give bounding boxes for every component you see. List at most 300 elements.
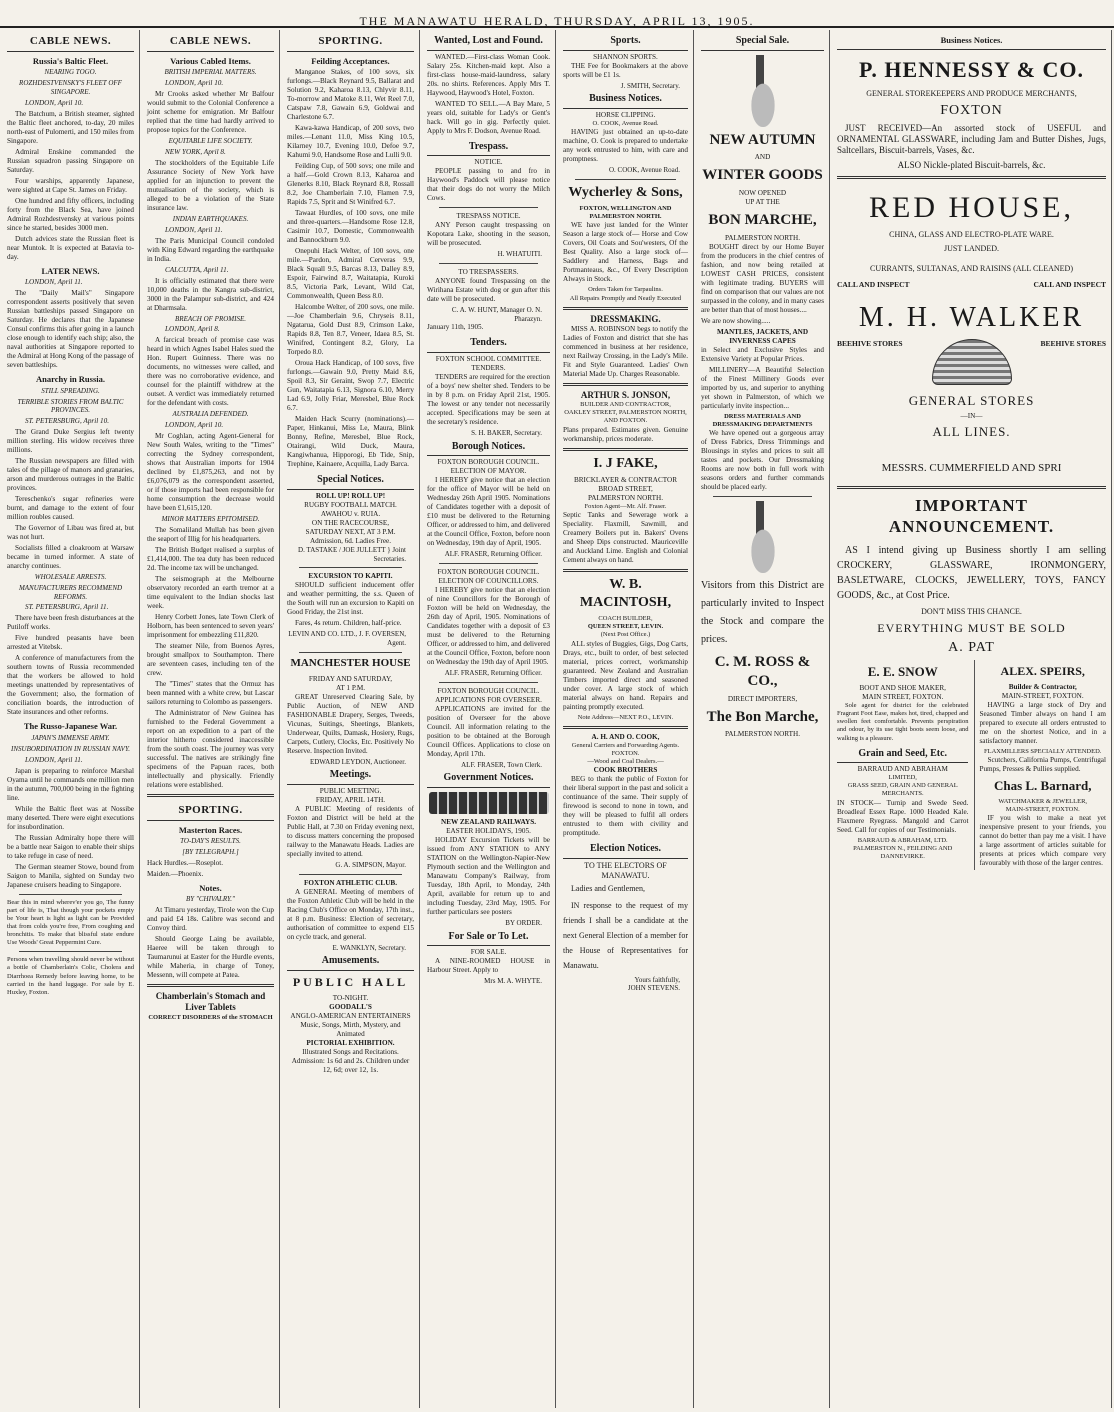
paragraph: HAVING just obtained an up-to-date machine, O. Cook is prepared to undertake any work entrusted to him, with care and promptness. [563, 127, 688, 163]
ad-line: All Repairs Promptly and Neatly Executed [569, 294, 682, 302]
ad-line: ELECTION OF COUNCILLORS. [438, 576, 539, 585]
article-caption: TERRIBLE STORIES FROM BALTIC PROVINCES. [17, 397, 124, 415]
ad-headline: WINTER GOODS [702, 167, 823, 184]
ad-line: FOXTON BOROUGH COUNCIL. [437, 458, 540, 466]
paragraph: HOLIDAY Excursion Tickets will be issued from ANY STATION to ANY STATION on the Wellington-Napier-New Plymouth section and the Wellington and Manawatu Company's Railway, from Tuesday, 18th April, to Monday, 24th April, available for return up to and including Tuesday, 23rd May, 1905. For further particulars see posters [427, 835, 550, 916]
article-subtitle: TO-DAY'S RESULTS. [180, 837, 241, 846]
ad-line: CALL AND INSPECT [1033, 280, 1106, 290]
section-heading: Wanted, Lost and Found. [427, 32, 550, 51]
paragraph: A NINE-ROOMED HOUSE in Harbour Street. Apply to [427, 957, 550, 974]
ad-headline: MANCHESTER HOUSE [290, 656, 411, 669]
ad-line: FOXTON. [611, 749, 640, 757]
signature: ALF. FRASER, Town Clerk. [461, 760, 542, 769]
paragraph: The Administrator of New Guinea has furnished to the Federal Government a report on an expedition to a part of the interior hitherto considered inaccessible from the south coast. The journey was very successful. The natives are strikingly fine specimens of the Papuan races, both intellectually and physically. Friendly relations were established. [147, 708, 274, 789]
ad-line: DRESS MATERIALS AND DRESSMAKING DEPARTMENTS [712, 412, 813, 428]
paragraph: It is officially estimated that there were 10,000 deaths in the Kangra sub-district, 3000 in the Palampur sub-district, and 424 at Dharmsala. [147, 276, 274, 312]
paragraph: The British Budget realised a surplus of £1,414,000. The tea duty has been reduced 2d. The income tax will be unchanged. [147, 545, 274, 572]
article-title: Anarchy in Russia. [35, 374, 106, 385]
section-heading: CABLE NEWS. [7, 32, 134, 52]
divider [147, 794, 274, 797]
ad-headline: M. H. WALKER [858, 301, 1085, 333]
divider [19, 894, 122, 895]
ad-line: (Next Post Office.) [600, 631, 651, 639]
ad-line: MAIN-STREET, FOXTON. [1005, 806, 1080, 814]
ad-line: BROAD STREET, [598, 485, 653, 493]
section-heading: SPORTING. [287, 32, 414, 52]
ad-line: TENDERS. [471, 363, 506, 372]
ad-line: APPLICATIONS FOR OVERSEER. [435, 695, 542, 704]
article-caption: INSUBORDINATION IN RUSSIAN NAVY. [11, 744, 130, 753]
paragraph: GREAT Unreserved Clearing Sale, by Public Auction, of NEW AND FASHIONABLE Drapery, Serges, Tweeds, Vicunas, Suitings, Sheetings, Blankets, Underwear, Quilts, Damask, Hosiery, Rugs, Carpets, Cutlery, Clocks, Etc. Positively No Reserve. Inspection Invited. [287, 692, 414, 755]
paragraph: Visitors from this District are particularly invited to Inspect the Stock and compare the prices. [701, 580, 824, 645]
divider [299, 874, 402, 875]
ad-line: AT 1 P.M. [335, 683, 366, 692]
ad-line: Illustrated Songs and Recitations. [302, 1047, 399, 1056]
paragraph: Halcombe Welter, of 200 sovs, one mile.—Joe Chamberlain 9.6, Chryseis 8.11, Ngatarua, Gold Dust 8.9, Crimson Lake, Rapids 8.8, Ten 8.7, Veneer, Idaea 8.5, St. Winifred, Contingent 8.2, Glory, La Torpedo 8.0. [287, 303, 414, 357]
paragraph: JUST RECEIVED—An assorted stock of USEFUL and ORNAMENTAL GLASSWARE, including Jam and Butter Dishes, Jugs, Saltcellars, Biscuit-barrels, Vases, &c. [837, 122, 1106, 156]
paragraph: WE have just landed for the Winter Season a large stock of— Horse and Cow Covers, Oil Coats and Sou'westers, Of the Best Quality. Also a large stock of— Saddlery and Harness, Bags and Portmanteaus, &c., Of Every Description Always in Stock. [563, 221, 688, 284]
ad-line: SHANNON SPORTS. [593, 52, 658, 61]
paragraph: Dutch advices state the Russian fleet is near Muntok. It is expected at Batavia to-day. [7, 234, 134, 261]
ad-line: TRESPASS NOTICE. [456, 212, 521, 220]
divider [439, 682, 538, 683]
ad-headline: Wycherley & Sons, [568, 184, 683, 200]
paragraph: A farcical breach of promise case was heard in which Agnes Isabel Hales sued the Hon. Rupert Guinness. There was no documents, no witnesses were called, and there was no corroborative evidence, and counsel for the plaintiff withdrew at the outset. A verdict was immediately returned for the defendant with costs. [147, 336, 274, 408]
ad-line: FOXTON, WELLINGTON AND PALMERSTON NORTH. [579, 205, 672, 221]
ad-line: CALL AND INSPECT [837, 280, 910, 290]
signature: EDWARD LEYDON, Auctioneer. [309, 757, 406, 766]
byline: BY "CHIVALRY." [186, 895, 235, 904]
ad-line: FRIDAY, APRIL 14TH. [315, 795, 386, 804]
ad-line: Note Address—NEXT P.O., LEVIN. [577, 713, 674, 721]
paragraph: Scutchers, California Pumps, Centrifugal Pumps, Presses & Pullies supplied. [979, 755, 1106, 773]
divider [299, 567, 402, 568]
ad-block [974, 660, 1106, 871]
dateline: LONDON, April 10. [25, 98, 84, 107]
ad-line: PUBLIC MEETING. [319, 786, 382, 795]
ad-headline: I. J FAKE, [593, 455, 658, 471]
article-subtitle: NEARING TOGO. [44, 68, 97, 77]
paragraph: Socialists filled a cloakroom at Warsaw became in turned informer. A state of anarchy continues. [7, 544, 134, 571]
section-heading: Election Notices. [563, 840, 688, 859]
ad-line: GENERAL STORES [908, 392, 1035, 408]
section-heading: Trespass. [427, 138, 550, 157]
article-caption: BREACH OF PROMISE. [175, 314, 246, 323]
divider [439, 263, 538, 264]
paragraph: Maiden Hack Scurry (nominations).—Paper, Hinkanui, Miss Le, Maura, Blink Bonny, Refine, Meresbel, Blue Rock, Otairangi, Wild Duck, Maura, Kangiwhanua, Hipporogi, Eb Tide, Snip, Trephine, Kainaere, Acquilla, Lady Barca. [287, 415, 414, 469]
divider [439, 207, 538, 208]
call-inspect-row [837, 280, 1106, 289]
paragraph: The Paris Municipal Council condoled with King Edward regarding the earthquake in India. [147, 236, 274, 263]
ad-headline: The Bon Marche, [706, 708, 819, 725]
paragraph: AS I intend giving up Business shortly I am selling CROCKERY, GLASSWARE, IRONMONGERY, BASLETWARE, CLOCKS, JEWELLERY, TOYS, FANCY GOODS, &c., at Cost Price. [837, 545, 1106, 602]
paragraph: One hundred and fifty officers, including forty from the Black Sea, have joined Admiral Rozhdestvensky at various points since he started, besides 3000 men. [7, 196, 134, 232]
ad-line: BRICKLAYER & CONTRACTOR [573, 476, 678, 484]
section-heading: Grain and Seed, Etc. [837, 745, 968, 764]
ad-line: ON THE RACECOURSE, [311, 518, 390, 527]
ad-line: GRASS SEED, GRAIN AND GENERAL MERCHANTS. [847, 782, 958, 798]
ad-block [837, 660, 968, 871]
ad-line: BUILDER AND CONTRACTOR, [580, 401, 671, 409]
section-heading: CABLE NEWS. [147, 32, 274, 52]
ad-line: PALMERSTON NORTH. [724, 233, 801, 242]
section-heading: Sports. [563, 32, 688, 51]
divider [147, 984, 274, 987]
ad-line: CURRANTS, SULTANAS, AND RAISINS (ALL CLEANED) [870, 264, 1073, 274]
paragraph: While the Baltic fleet was at Nossibe many deserted. There were eight executions for insubordination. [7, 804, 134, 831]
ad-line: NOW OPENED [738, 189, 787, 197]
divider [563, 383, 688, 386]
article-caption: AUSTRALIA DEFENDED. [172, 410, 249, 419]
ad-line: FOXTON SCHOOL COMMITTEE. [435, 354, 542, 363]
signature: O. COOK, Avenue Road. [608, 165, 680, 174]
divider [837, 176, 1106, 179]
ad-line: SATURDAY NEXT, AT 3 P.M. [305, 527, 396, 536]
ad-line: COACH BUILDER, [598, 615, 653, 623]
signature: ALF. FRASER, Returning Officer. [444, 550, 542, 558]
ad-line: MAIN STREET, FOXTON. [862, 693, 944, 701]
paragraph: The "Times" states that the Ormuz has been manned with a white crew, but Lascar sailors returning to Colombo as passengers. [147, 679, 274, 706]
ad-line: Builder & Contractor, [1008, 682, 1077, 691]
paragraph: The seismograph at the Melbourne observatory recorded an earth tremor at a time equivalent to the Indian shocks last week. [147, 574, 274, 610]
article-caption: EQUITABLE LIFE SOCIETY. [168, 137, 253, 146]
ad-line: FOXTON BOROUGH COUNCIL. [437, 686, 540, 695]
paragraph: The German steamer Stowe, bound from Saigon to Manila, sighted on Sunday two Japanese cruisers heading to Singapore. [7, 862, 134, 889]
ad-line: MAIN-STREET, FOXTON. [1001, 691, 1084, 700]
paragraph: Septic Tanks and Sewerage work a Speciality. Flaxmill, Sawmill, and Creamery Boilers put in. Bakers' Ovens and Sheep Dips constructed. Mauriceville and Auckland Lime. English and Colonial Cement always on hand. [563, 511, 688, 565]
ad-line: ALSO Nickle-plated Biscuit-barrels, &c. [897, 160, 1046, 171]
paragraph: SHOULD sufficient inducement offer and weather permitting, the s.s. Queen of the South will run an excursion to Kapiti on Good Friday, the 21st inst. [287, 581, 414, 617]
signature: ALF. FRASER, Returning Officer. [444, 668, 542, 677]
paragraph: Five hundred peasants have been arrested at Vitebsk. [7, 634, 134, 652]
beehive-icon [932, 339, 1012, 385]
pointing-hand-illustration [736, 55, 790, 127]
section-heading: SPORTING. [147, 801, 274, 821]
ad-headline: FOXTON ATHLETIC CLUB. [304, 878, 397, 887]
ad-line: OAKLEY STREET, PALMERSTON NORTH, AND FOXTON. [564, 409, 687, 425]
advert-text: Persons when travelling should never be without a bottle of Chamberlain's Colic, Cholera and Diarrhoea Remedy before leaving home, to be carried in the hand luggage. For sale by E. Huxley, Foxton. [7, 956, 134, 996]
ad-headline: A. PAT [948, 640, 995, 656]
date-text: January 11th, 1905. [427, 323, 484, 332]
article-title: Feilding Acceptances. [311, 55, 390, 66]
ad-line: PICTORIAL EXHIBITION. [306, 1038, 395, 1047]
article-caption: BRITISH IMPERIAL MATTERS. [164, 68, 257, 77]
paragraph: Mr Coghlan, acting Agent-General for New South Wales, writing to the "Times" correcting the Sydney correspondent, shows that Australian imports for 1904 declined by £1,875,263, and not by £6,076,079 as the correspondent asserted, or if those imports had been responsible for home consumption the decrease would have been £1,615,120. [147, 432, 274, 513]
paragraph: BOUGHT direct by our Home Buyer from the producers in the chief centres of fashion, and now being retailed at LOWEST CASH PRICES, consistent with legitimate trading. BUYERS will find on comparison that our values are not surpassed in the colony, and in many cases are better than that of most houses.... [701, 242, 824, 314]
paragraph: Sole agent for district for the celebrated Fragrant Foot Ease, makes hot, tired, chapped and swollen feet comfortable. Prevents perspiration and odour, by its use tight boots seem loose, and walking is a pleasure. [837, 702, 969, 742]
divider [713, 496, 812, 497]
paragraph: A PUBLIC Meeting of residents of Foxton and District will be held at the Public Hall, at 7.30 on Friday evening next, to discuss matters concerning the proposed railway to the Manawatu Heads. Ladies are specially invited to attend. [287, 804, 414, 858]
article-caption: ROZHDESTVENSKY'S FLEET OFF SINGAPORE. [19, 79, 122, 96]
paragraph: The Russian newspapers are filled with tales of the pillage of manors and granaries, arson and murderous outrages in the Baltic provinces. [7, 457, 134, 493]
column-6 [696, 30, 830, 1408]
paragraph: I HEREBY give notice that an election of nine Councillors for the Borough of Foxton will be held on Wednesday, the 26th day of April, 1905. Nominations of Candidates together with a deposit of £3 must be delivered to the Returning Officer, or addressed to him, and delivered at the Council Office, Foxton, before noon on Wednesday the 19th day of April 1905. [427, 585, 550, 666]
ad-line: BOOT AND SHOE MAKER, [859, 684, 946, 692]
paragraph: The Governor of Libau was fired at, but was not hurt. [7, 524, 134, 542]
signature: H. WHATUITI. [497, 250, 542, 258]
ad-line: —Wood and Coal Dealers.— [587, 757, 664, 765]
paragraph: Henry Corbett Jones, late Town Clerk of Holborn, has been sentenced to seven years' imprisonment for embezzling £11,820. [147, 612, 274, 639]
dateline: LONDON, April 8. [165, 325, 220, 334]
article-title: Russia's Baltic Fleet. [32, 55, 109, 66]
signature: LEVIN AND CO. LTD., J. F. OVERSEN, Agent. [288, 630, 406, 648]
dateline: ST. PETERSBURG, April 10. [25, 417, 109, 426]
section-heading: Meetings. [287, 766, 414, 785]
divider [563, 726, 688, 729]
ad-line: BEEHIVE STORES [1040, 338, 1106, 348]
ad-headline: RED HOUSE, [868, 190, 1074, 224]
divider [563, 448, 688, 451]
ad-line: FOXTON BOROUGH COUNCIL. [437, 567, 540, 576]
paragraph: Tereschenko's sugar refineries were burnt, and damage to the extent of four million roubles caused. [7, 495, 134, 522]
dateline: LONDON, April 11. [165, 225, 223, 234]
section-heading: Business Notices. [837, 32, 1106, 50]
section-heading: Government Notices. [427, 769, 550, 788]
paragraph: The Somaliland Mullah has been given the seaport of Illig for his headquarters. [147, 525, 274, 543]
section-heading: Amusements. [287, 952, 414, 971]
ad-line: JUST LANDED. [944, 244, 999, 254]
paragraph: THE Fee for Bookmakers at the above sports will be £1 1s. [563, 61, 688, 79]
ad-line: BARRAUD AND ABRAHAM [857, 765, 948, 774]
ad-line: AWAHOU v. RUIA. [320, 509, 381, 518]
paragraph: Tawaat Hurdles, of 100 sovs, one mile and three-quarters.—Handsome Rose 12.8, Casimir 10.7, Domestic, Commonwealth and Bannockburn 9.0. [287, 209, 414, 245]
paragraph: The steamer Nile, from Buenos Ayres, brought smallpox to Southampton. There are seventeen cases, including ten of the crew. [147, 641, 274, 677]
ad-line: ELECTION OF MAYOR. [450, 467, 527, 475]
signature: D. TASTAKE / JOE JULLETT } Joint Secretaries. [298, 545, 406, 563]
ad-headline: EXCURSION TO KAPITI. [308, 572, 393, 581]
signature: JOHN STEVENS. [627, 984, 680, 993]
paragraph: MILLINERY—A Beautiful Selection of the Finest Millinery Goods ever imported by us, and superior to anything yet shown in Palmerston, of which we particularly invite inspection... [701, 365, 824, 410]
ad-headline: A. H. AND O. COOK, [591, 732, 660, 741]
ad-line: MANTLES, JACKETS, AND INVERNESS CAPES [716, 327, 809, 345]
ad-line: EASTER HOLIDAYS, 1905. [446, 826, 531, 835]
paragraph: WANTED.—First-class Woman Cook. Salary 25s. Kitchen-maid kept. Also a first-class house-maid-laundress, salary 20s. no shirts. References. Apply Mrs T. Haywood, Haywood's Hotel, Foxton. [427, 52, 550, 97]
dateline: LONDON, April 10. [165, 421, 224, 430]
race-result: Maiden.—Phoenix. [147, 869, 204, 878]
ad-line: AND [754, 153, 771, 162]
article-title: LATER NEWS. [41, 265, 100, 276]
section-heading: Special Sale. [701, 32, 824, 51]
section-heading: Business Notices. [563, 90, 688, 109]
ad-line: BEEHIVE STORES [837, 338, 903, 348]
advert-poem: Bear this in mind wherev'er you go, The funny part of life is, That though your pockets empty be Your heart is light as light can be Provided that from colds you're free, From coughing and bronchitis. To make that blissful state endure Use Woods' Great Peppermint Cure. [7, 898, 134, 947]
section-heading: Special Notices. [287, 471, 414, 490]
paragraph: ANYONE found Trespassing on the Wirihana Estate with dog or gun after this date will be prosecuted. [427, 276, 550, 303]
paragraph: The stockholders of the Equitable Life Assurance Society of New York have applied for an injunction to prevent the mutualisation of the society, which is alleged to be a violation of the State insurance law. [147, 158, 274, 212]
ad-line: General Carriers and Forwarding Agents. [571, 741, 680, 749]
section-heading: Tenders. [427, 334, 550, 353]
paragraph: IN STOCK— Turnip and Swede Seed. Broadleaf Essex Rape. 1000 Headed Kale. Flaxmere Ryegrass. Mangold and Carrot Seed. Call for copies of our Testimonials. [837, 798, 969, 834]
ad-line: Orders Taken for Tarpaulins. [588, 286, 663, 294]
paragraph: IF you wish to make a neat yet inexpensive present to your friends, you cannot do better than pay me a visit. I have a large assortment of articles suitable for presents at prices which compare very favourably with those of the larger centres. [979, 814, 1106, 868]
signature: C. A. W. HUNT, Manager O. N. Pharazyn. [451, 305, 542, 323]
paragraph: Oroua Hack Handicap, of 100 sovs, five furlongs.—Gawain 9.0, Pretty Maid 8.6, Spoil 8.3, Sir Geraint, Swop 7.7, Electric Gun, Waitatapia 6.13, Signora 6.10, Merry Lad 6.9, Jolly Friar, Meresbel, Blue Rock 6.7. [287, 359, 414, 413]
ad-line: PALMERSTON NORTH. [724, 730, 801, 739]
ad-line: O. COOK, Avenue Road. [592, 119, 659, 127]
paragraph: Four warships, apparently Japanese, were sighted at Cape St. James on Friday. [7, 176, 134, 194]
paragraph: Admiral Enskine commanded the Russian squadron passing Singapore on Saturday. [7, 147, 134, 174]
ad-line: FLAXMILLERS SPECIALLY ATTENDED. [984, 747, 1102, 755]
dateline: LONDON, April 10. [165, 79, 224, 88]
ad-line: TO THE ELECTORS OF MANAWATU. [584, 860, 667, 880]
article-caption: MANUFACTURERS RECOMMEND REFORMS. [18, 583, 123, 601]
paragraph: IN response to the request of my friends I shall be a candidate at the next General Election of a member for the House of Representatives for Manawatu. [563, 900, 688, 971]
ad-line: NOTICE. [474, 158, 503, 166]
ad-line: EVERYTHING MUST BE SOLD [877, 621, 1066, 636]
ad-line: Admission: 1s 6d and 2s. Children under 12, 6d; over 12, 1s. [291, 1056, 410, 1074]
ad-headline: E. E. SNOW [867, 663, 938, 679]
paragraph: Plans prepared. Estimates given. Genuine workmanship, prices moderate. [563, 425, 688, 443]
race-result: Hack Hurdles.—Roseplot. [147, 858, 224, 867]
dateline: ST. PETERSBURG, April 11. [25, 603, 109, 612]
paragraph: in Select and Exclusive Styles and Extensive Variety at Popular Prices. [701, 345, 824, 363]
paragraph: Mr Crooks asked whether Mr Balfour would submit to the Colonial Conference a joint scheme for emigration. Mr Balfour replied that the time had hardly arrived to propose topics for the Conference. [147, 90, 274, 135]
masthead: THE MANAWATU HERALD, THURSDAY, APRIL 13, 1905. [0, 0, 1114, 28]
ad-headline: ROLL UP! ROLL UP! [315, 491, 386, 500]
divider [19, 951, 122, 952]
ad-line: HORSE CLIPPING. [595, 110, 656, 119]
ad-line: FOXTON [940, 103, 1003, 119]
ad-headline: ARTHUR S. JONSON, [580, 389, 671, 400]
column-2 [142, 30, 280, 1408]
ad-line: UP AT THE [745, 198, 780, 206]
ad-headline: W. B. MACINTOSH, [579, 577, 672, 610]
paragraph: There have been fresh disturbances at the Putiloff works. [7, 614, 134, 632]
ad-line: —IN— [960, 411, 983, 420]
column-1 [2, 30, 140, 1408]
paragraph: BEG to thank the public of Foxton for their liberal support in the past and solicit a continuance of the same. Their supply of firewood is second to none in town, and they will be pleased to fulfil all orders entrusted to them with civility and promptitude. [563, 775, 688, 837]
paragraph: The Russian Admiralty hope there will be a battle near Saigon to enable their ships to take refuge in case of need. [7, 833, 134, 860]
paragraph: MISS A. ROBINSON begs to notify the Ladies of Foxton and district that she has commenced in business at her residence, next Railway Crossing, in the Lady's Mile. Fit and Style Guaranteed. Ladies' Own Material Made Up. Charges Reasonable. [563, 324, 688, 378]
divider [563, 307, 688, 310]
ad-line: DON'T MISS THIS CHANCE. [921, 607, 1022, 617]
article-caption: MINOR MATTERS EPITOMISED. [161, 515, 260, 524]
article-caption: INDIAN EARTHQUAKES. [172, 214, 249, 223]
paragraph: Japan is preparing to reinforce Marshal Oyama until he commands one million men in the autumn, 700,000 being in the fighting line. [7, 766, 134, 802]
paragraph: Kawa-kawa Handicap, of 200 sovs, two miles.—Lenant 11.0, Miss King 10.5, Kilarney 10.7, Evening 10.0, Defoe 9.7, Kahumi 9.0, Handsome Rose and Lulli 9.0. [287, 124, 414, 160]
article-subtitle: WHOLESALE ARRESTS. [34, 573, 107, 582]
column-5 [558, 30, 694, 1408]
ad-line: TO TRESPASSERS. [458, 267, 519, 276]
ad-line: TO-NIGHT. [332, 993, 369, 1002]
byline: [BY TELEGRAPH.] [182, 848, 239, 856]
paragraph: WANTED TO SELL.—A Bay Mare, 5 years old, suitable for Lady's or Gent's hack. Will go in gig. Perfectly quiet. Apply to Mrs F. Dodson, Avenue Road. [427, 99, 550, 135]
ad-headline: NEW ZEALAND RAILWAYS. [441, 817, 536, 826]
dateline: LONDON, April 11. [25, 278, 83, 287]
article-subtitle: STILL SPREADING. [41, 386, 100, 395]
locomotive-illustration [429, 792, 549, 814]
ad-line: CHINA, GLASS AND ELECTRO-PLATE WARE. [889, 230, 1054, 240]
dateline: NEW YORK, April 8. [165, 147, 226, 156]
signature: J. SMITH, Secretary. [620, 81, 680, 90]
ad-line: QUEEN STREET, LEVIN. [587, 623, 664, 631]
paragraph: The "Daily Mail's" Singapore correspondent asserts positively that seven Russian battleships passed Singapore on Saturday. He declares that the Japanese Consul confirms this after going in a launch close enough to identify each ship; also, the naval authorities at Singapore reported to the Admiral at Hong Kong of the passage of seven battleships. [7, 289, 134, 370]
paragraph: I HEREBY give notice that an election for the office of Mayor will be held on Wednesday 26th April 1905. Nominations of Candidates together with a deposit of £10 must be delivered to the Returning Officer, or addressed to him, and delivered at the Council Office, Foxton, before noon on Wednesday, 19th day of April, 1905. [427, 476, 550, 547]
article-subtitle: JAPAN'S IMMENSE ARMY. [31, 734, 110, 742]
paragraph: The Grand Duke Sergius left twenty million sterling. His widow receives three millions. [7, 428, 134, 455]
bottom-ads [837, 660, 1106, 871]
paragraph: HAVING a large stock of Dry and Seasoned Timber always on hand I am prepared to execute all orders entrusted to me on the shortest Notice, and in a satisfactory manner. [979, 700, 1106, 745]
pointing-hand-illustration [736, 501, 790, 573]
ad-line: MESSRS. CUMMERFIELD AND SPRI [881, 462, 1062, 474]
divider [575, 179, 676, 180]
dateline: LONDON, April 11. [25, 755, 83, 764]
ad-line: RUGBY FOOTBALL MATCH. [304, 500, 397, 509]
ad-line: GENERAL STOREKEEPERS AND PRODUCE MERCHANTS, [866, 89, 1077, 99]
paragraph: PEOPLE passing to and fro in Haywood's Paddock will please notice that their dogs do not worry the Milch Cows. [427, 167, 550, 202]
signature: G. A. SIMPSON, Mayor. [335, 860, 406, 869]
advert-subtitle: CORRECT DISORDERS of the STOMACH [148, 1013, 273, 1021]
paragraph: Fares, 4s return. Children, half-price. [295, 619, 402, 628]
ad-headline: ALEX. SPEIRS, [1000, 663, 1085, 678]
ad-line: Music, Songs, Mirth, Mystery, and Animated [300, 1020, 401, 1038]
ad-headline: P. HENNESSY & CO. [858, 56, 1085, 82]
column-7 [832, 30, 1112, 1408]
ad-line: Foxton Agent—Mr. Alf. Fraser. [584, 503, 667, 510]
article-title: Notes. [199, 882, 222, 893]
section-heading: For Sale or To Let. [427, 928, 550, 947]
ad-headline: NEW AUTUMN [709, 131, 816, 148]
paragraph: We have opened out a gorgeous array of Dress Fabrics, Dress Trimmings and Blousings in styles and prices to suit all tastes and pockets. Our Dressmaking Rooms are now both in full work with seasons orders and further commands should be placed early. [701, 429, 824, 491]
paragraph: TENDERS are required for the erection of a boys' new shelter shed. Tenders to be in by 8 p.m. on Friday April 21st, 1905. The lowest or any tender not necessarily accepted. Specifications may be seen at the secretary's residence. [427, 372, 550, 426]
ad-line: DIRECT IMPORTERS, [727, 694, 798, 703]
ad-line: COOK BROTHERS [593, 766, 658, 774]
divider [439, 563, 538, 564]
paragraph: Manganoe Stakes, of 100 sovs, six furlongs.—Black Reynard 9.5, Ballarat and Solution 9.2, Kaharoa 8.13, Chlyvir 8.11, To-morrow and Matoke 8.11, Wet Reel 7.0, Catspaw 7.8, Gawain 6.9, Goldwai and Charlestone 6.7. [287, 68, 414, 122]
article-title: The Russo-Japanese War. [23, 721, 118, 732]
paragraph: The Batchum, a British steamer, sighted the Baltic fleet anchored, to-day, 20 miles north-east of Pulomerti, and 150 miles from Singapore. [7, 109, 134, 145]
paragraph: A GENERAL Meeting of members of the Foxton Athletic Club will be held in the Racing Club's Office on Monday, 17th inst., at 8 p.m. Business: Election of secretary, authorisation of committee to expend £15 on cycle track, and general. [287, 887, 414, 941]
ad-line: ALL LINES. [932, 423, 1011, 439]
ad-line: FOR SALE. [470, 948, 507, 956]
advert-title: Chamberlain's Stomach and Liver Tablets [155, 991, 266, 1013]
ad-headline: C. M. ROSS & CO., [714, 654, 811, 689]
ad-line: LIMITED, [888, 774, 917, 782]
paragraph: A conference of manufacturers from the southern towns of Russia recommended that the workers be allowed to hold meetings unattended by representatives of the Government; also, the formation of conciliation boards, the introduction of State insurances and other reforms. [7, 654, 134, 717]
ad-headline: Chas L. Barnard, [993, 777, 1092, 793]
signature: E. WANKLYN, Secretary. [332, 943, 406, 952]
ad-line: FRIDAY AND SATURDAY, [308, 674, 393, 683]
article-title: Masterton Races. [178, 824, 243, 835]
divider [563, 569, 688, 572]
ad-headline: BON MARCHE, [708, 212, 817, 228]
ad-headline: IMPORTANT ANNOUNCEMENT. [888, 495, 1055, 536]
paragraph: ANY Person caught trespassing on Kopotara Lake, shooting in the season, will be prosecuted. [427, 221, 550, 247]
column-3 [282, 30, 420, 1408]
section-heading: Borough Notices. [427, 438, 550, 457]
signature: Mrs M. A. WHYTE. [484, 977, 542, 985]
ad-line: PALMERSTON NORTH. [587, 494, 664, 502]
ad-line: BARRAUD & ABRAHAM, LTD. PALMERSTON N., FEILDING AND DANNEVIRKE. [853, 836, 953, 860]
article-title: Various Cabled Items. [170, 55, 251, 66]
ad-line: WATCHMAKER & JEWELLER, [998, 798, 1088, 806]
paragraph: Onepuhi Hack Welter, of 100 sovs, one mile.—Pardon, Admiral Cerveras 9.9, Black Squall 9.5, Barcas 8.13, Dalley 8.9, Espoir, Fairwind 8.7, Waitatapia, Kuroki 8.5, Victoria Park, Levant, Wild Cat, Commonwealth, Queen Bess 8.0. [287, 247, 414, 301]
ad-line: Admission, 6d. Ladies Free. [309, 536, 392, 545]
paragraph: We are now showing..... [701, 316, 771, 325]
paragraph: Should George Laing be available, Haeree will be taken through to Taumarunui at Easter for the Hurdle events, while Maheria, in charge of Toney, Messenn, will compete at Patea. [147, 935, 274, 980]
dateline: CALCUTTA, April 11. [165, 265, 229, 274]
ad-line: GOODALL'S [329, 1002, 372, 1011]
paragraph: Ladies and Gentlemen, [571, 883, 645, 893]
paragraph: Feilding Cup, of 500 sovs; one mile and a half.—Gold Crown 8.13, Kaharoa and Glenerks 8.10, Black Reynard 8.8, Rossall 8.2, Joe Chamberlain 7.10, Flamen 7.9, Rapids 7.5, Sprit and St Winifred 6.7. [287, 162, 414, 207]
divider [837, 486, 1106, 489]
paragraph: ALL styles of Buggies, Gigs, Dog Carts, Drays, etc., built to order, of best selected material, prices correct, workmanship guaranteed. New Zealand and Australian Timbers imported direct and seasoned under cover. A large stock of which material always on hand. Repairs and painting promptly executed. [563, 639, 688, 711]
ad-line: ANGLO-AMERICAN ENTERTAINERS [290, 1011, 411, 1020]
ad-headline: DRESSMAKING. [590, 313, 661, 324]
ad-headline: PUBLIC HALL [292, 974, 409, 989]
column-4 [422, 30, 556, 1408]
signature: Yours faithfully, [634, 975, 680, 984]
